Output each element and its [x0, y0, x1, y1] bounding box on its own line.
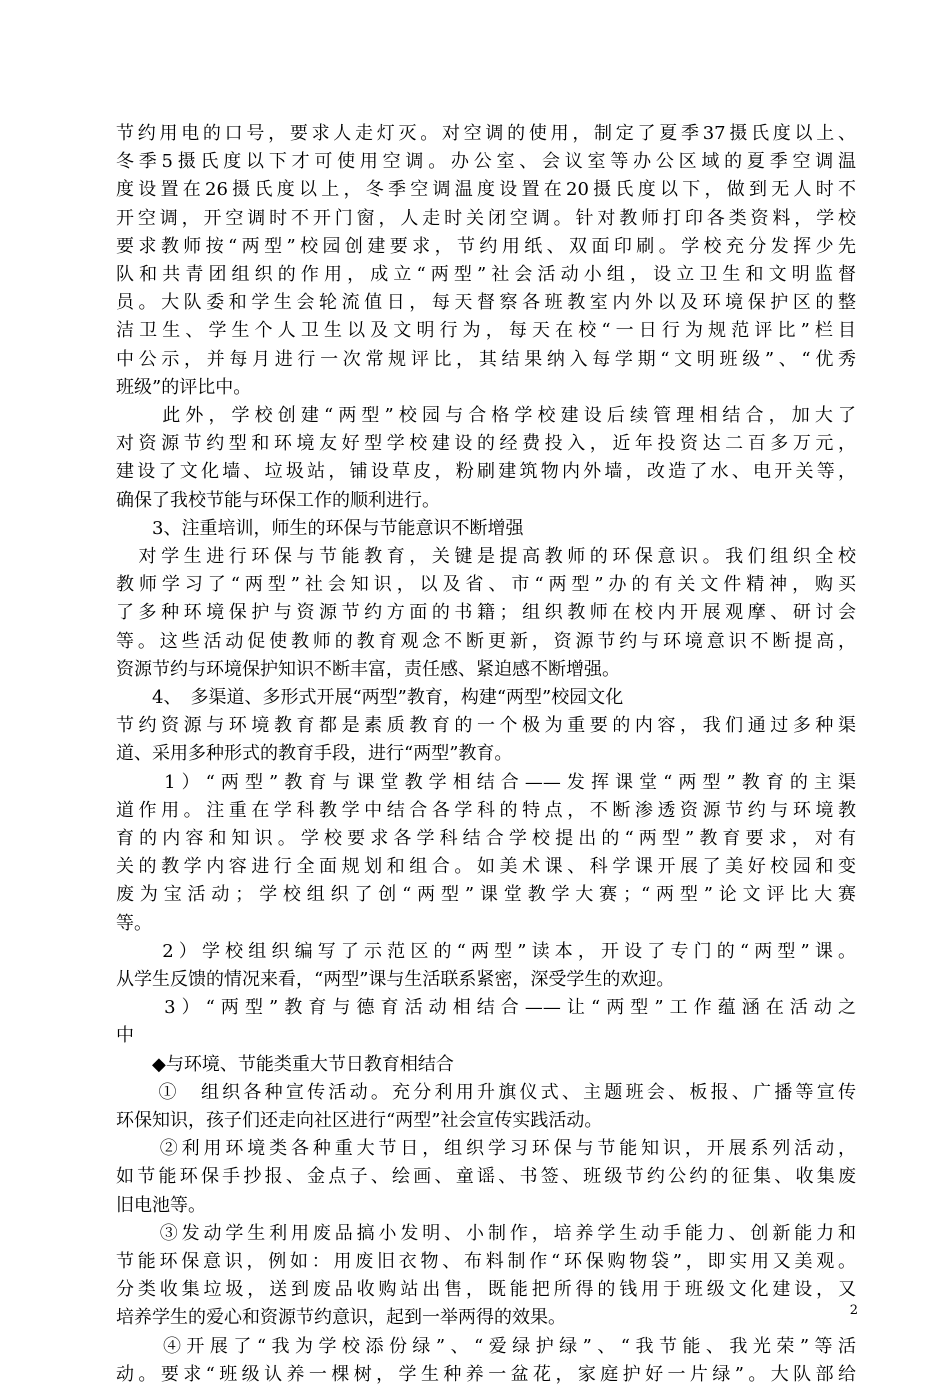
text-line: 建设了文化墙、垃圾站，铺设草皮，粉刷建筑物内外墙，改造了水、电开关等，	[116, 461, 856, 483]
page-number: 2	[849, 1303, 858, 1318]
text-line: 队和共青团组织的作用，成立“两型”社会活动小组，设立卫生和文明监督	[116, 264, 856, 285]
text-line: 环保知识，孩子们还走向社区进行“两型”社会宣传实践活动。	[116, 1110, 603, 1131]
text-line: 育的内容和知识。学校要求各学科结合学校提出的“两型”教育要求，对有	[116, 828, 856, 849]
text-line: 道、采用多种形式的教育手段，进行“两型”教育。	[116, 743, 513, 765]
text-line: 3、注重培训，师生的环保与节能意识不断增强	[116, 517, 524, 539]
text-line: 员。大队委和学生会轮流值日，每天督察各班教室内外以及环境保护区的整	[116, 292, 856, 314]
text-line: 旧电池等。	[116, 1194, 206, 1216]
text-line: 2）学校组织编写了示范区的“两型”读本，开设了专门的“两型”课。	[116, 940, 856, 962]
text-line: 动。要求“班级认养一棵树，学生种养一盆花，家庭护好一片绿”。大队部给	[116, 1363, 856, 1385]
text-line: 等。	[116, 912, 152, 934]
text-line: 教师学习了“两型”社会知识，以及省、市“两型”办的有关文件精神，购买	[116, 574, 856, 596]
text-line: ③发动学生利用废品搞小发明、小制作，培养学生动手能力、创新能力和	[116, 1222, 856, 1244]
text-line: ②利用环境类各种重大节日，组织学习环保与节能知识，开展系列活动，	[116, 1138, 856, 1160]
text-line: ① 组织各种宣传活动。充分利用升旗仪式、主题班会、板报、广播等宣传	[116, 1081, 856, 1103]
text-line: 4、 多渠道、多形式开展“两型”教育，构建“两型”校园文化	[116, 687, 624, 708]
text-line: 节能环保意识，例如：用废旧衣物、布料制作“环保购物袋”，即实用又美观。	[116, 1251, 856, 1272]
text-line: 了多种环境保护与资源节约方面的书籍；组织教师在校内开展观摩、研讨会	[116, 602, 856, 624]
text-line: 中公示，并每月进行一次常规评比，其结果纳入每学期“文明班级”、“优秀	[116, 348, 856, 370]
text-line: 班级”的评比中。	[116, 376, 252, 398]
text-line: 资源节约与环境保护知识不断丰富，责任感、紧迫感不断增强。	[116, 658, 620, 680]
text-line: 等。这些活动促使教师的教育观念不断更新，资源节约与环境意识不断提高，	[116, 630, 856, 652]
text-line: 冬季5摄氏度以下才可使用空调。办公室、会议室等办公区域的夏季空调温	[116, 151, 856, 173]
text-line: 如节能环保手抄报、金点子、绘画、童谣、书签、班级节约公约的征集、收集废	[116, 1166, 856, 1188]
text-line: 节约用电的口号，要求人走灯灭。对空调的使用，制定了夏季37摄氏度以上、	[116, 123, 856, 144]
text-line: 开空调，开空调时不开门窗，人走时关闭空调。针对教师打印各类资料，学校	[116, 207, 856, 229]
text-line: 对资源节约型和环境友好型学校建设的经费投入，近年投资达二百多万元，	[116, 433, 856, 455]
text-line: 度设置在26摄氏度以上，冬季空调温度设置在20摄氏度以下，做到无人时不	[116, 179, 856, 201]
text-line: 节约资源与环境教育都是素质教育的一个极为重要的内容，我们通过多种渠	[116, 715, 856, 737]
text-line: 对学生进行环保与节能教育，关键是提高教师的环保意识。我们组织全校	[116, 546, 856, 567]
text-line: ◆与环境、节能类重大节日教育相结合	[116, 1053, 454, 1075]
text-line: 道作用。注重在学科教学中结合各学科的特点，不断渗透资源节约与环境教	[116, 799, 856, 821]
text-line: 中	[116, 1025, 134, 1047]
text-line: 要求教师按“两型”校园创建要求，节约用纸、双面印刷。学校充分发挥少先	[116, 235, 856, 257]
text-line: 确保了我校节能与环保工作的顺利进行。	[116, 489, 440, 511]
text-line: 培养学生的爱心和资源节约意识，起到一举两得的效果。	[116, 1307, 566, 1329]
text-line: 关的教学内容进行全面规划和组合。如美术课、科学课开展了美好校园和变	[116, 856, 856, 878]
text-line: 此外，学校创建“两型”校园与合格学校建设后续管理相结合，加大了	[116, 405, 856, 426]
text-line: 1）“两型”教育与课堂教学相结合——发挥课堂“两型”教育的主渠	[116, 771, 856, 793]
text-line: 从学生反馈的情况来看，“两型”课与生活联系紧密，深受学生的欢迎。	[116, 969, 675, 990]
text-line: 洁卫生、学生个人卫生以及文明行为，每天在校“一日行为规范评比”栏目	[116, 320, 856, 342]
text-line: ④开展了“我为学校添份绿”、“爱绿护绿”、“我节能、我光荣”等活	[116, 1335, 856, 1357]
text-line: 分类收集垃圾，送到废品收购站出售，既能把所得的钱用于班级文化建设，又	[116, 1279, 856, 1301]
text-line: 废为宝活动；学校组织了创“两型”课堂教学大赛；“两型”论文评比大赛	[116, 884, 856, 906]
text-line: 3）“两型”教育与德育活动相结合——让“两型”工作蕴涵在活动之	[116, 997, 856, 1019]
